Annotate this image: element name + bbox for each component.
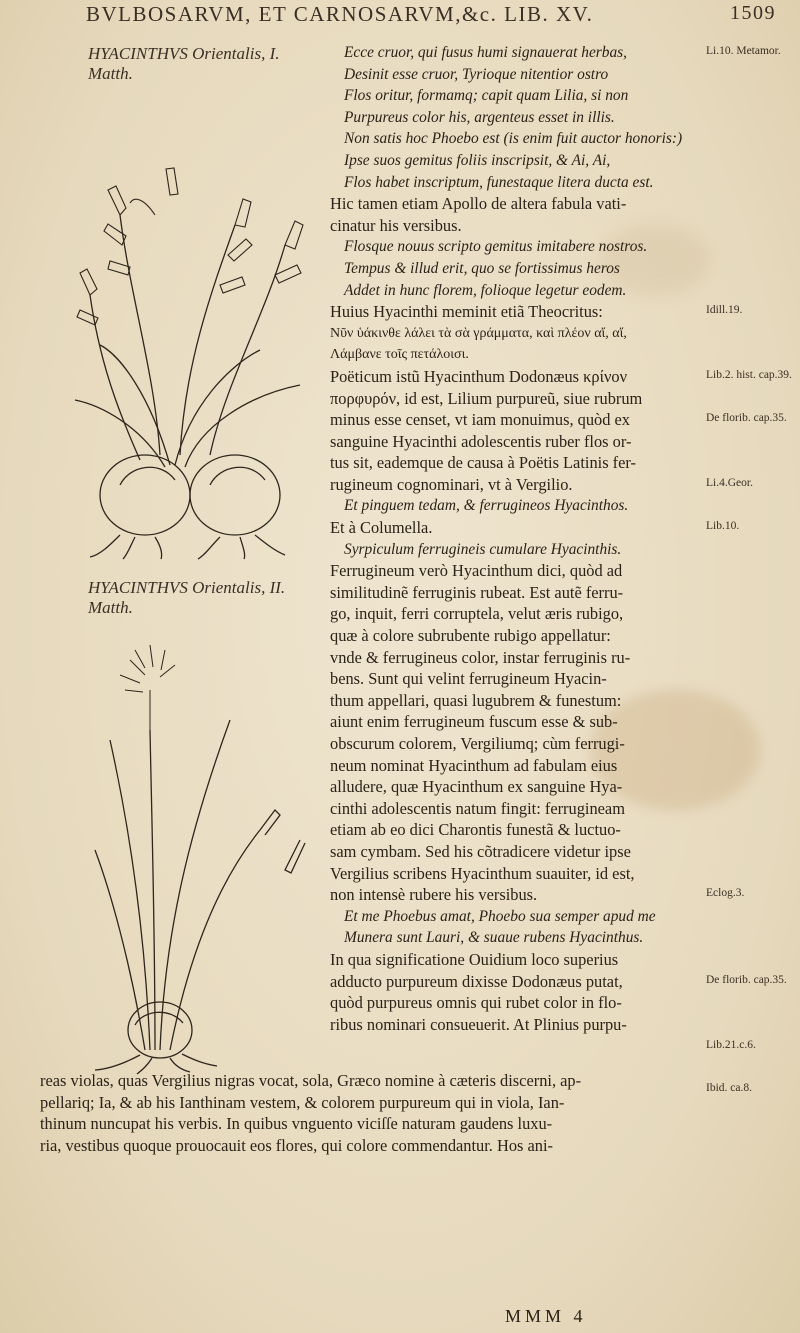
text-line: thum appellari, quasi lugubrem & funestum: — [330, 690, 622, 710]
text-line: aiunt enim ferrugineum fuscum esse & sub- — [330, 712, 618, 732]
full-width-text — [40, 1070, 700, 1156]
page-number: 1509 — [730, 2, 776, 24]
text-line: Flos habet inscriptum, funestaque litera ducta est. — [344, 173, 654, 191]
text-line: adducto purpureum dixisse Dodonæus putat, — [330, 971, 623, 991]
text-line: In qua significatione Ouidium loco superius — [330, 949, 619, 969]
text-line: Et me Phoebus amat, Phoebo sua semper apud me — [344, 907, 656, 925]
text-line: πορφυρόν, id est, Lilium purpureũ, siue rubrum — [330, 388, 643, 408]
text-line: Vergilius scribens Hyacinthum suauiter, id est, — [330, 863, 635, 883]
text-line: reas violas, quas Vergilius nigras vocat, sola, Græco nomine à cæteris discerni, ap- — [40, 1071, 582, 1090]
margin-note: De florib. cap.35. — [706, 412, 787, 425]
text-line: Poëticum istũ Hyacinthum Dodonæus κρίνον — [330, 366, 628, 386]
text-line: obscurum colorem, Vergiliumq; cùm ferrugi- — [330, 734, 625, 753]
text-line: Huius Hyacinthi meminit etiã Theocritus: — [330, 302, 603, 322]
text-line: Non satis hoc Phoebo est (is enim fuit auctor honoris:) — [344, 130, 683, 148]
text-line: Ipse suos gemitus foliis inscripsit, & Ai, Ai, — [344, 151, 611, 169]
text-line: Tempus & illud erit, quo se fortissimus heros — [344, 259, 620, 277]
text-line: sam cymbam. Sed his cõtradicere videtur ipse — [330, 841, 631, 861]
text-line: similitudinẽ ferruginis rubeat. Est autẽ ferru- — [330, 582, 624, 602]
text-line: tus sit, eademque de causa à Poëtis Latinis fer- — [330, 453, 636, 473]
running-head-title: BVLBOSARVM, ET CARNOSARVM,&c. LIB. XV. — [86, 2, 594, 26]
margin-note: Lib.21.c.6. — [706, 1038, 756, 1051]
margin-note: Lib.10. — [706, 520, 740, 533]
text-line: Et à Columella. — [330, 518, 433, 538]
text-line: Munera sunt Lauri, & suaue rubens Hyacinthus. — [344, 929, 644, 947]
text-line: etiam ab eo dici Charontis funestã & luctuo- — [330, 820, 621, 840]
text-line: alludere, quæ Hyacinthum ex sanguine Hya- — [330, 777, 623, 797]
text-line: go, inquit, ferri corruptela, velut æris rubigo, — [330, 604, 624, 624]
text-line: cinatur his versibus. — [330, 215, 462, 235]
text-line: non intensè rubere his versibus. — [330, 885, 538, 905]
text-line: Νῦν ὑάκινθε λάλει τὰ σὰ γράμματα, καὶ πλέον αἴ, αἴ, — [330, 325, 627, 341]
text-line: sanguine Hyacinthi adolescentis ruber flos or- — [330, 431, 632, 451]
text-line: Et pinguem tedam, & ferrugineos Hyacinthos. — [344, 497, 629, 515]
margin-note: Idill.19. — [706, 304, 743, 317]
hyacinth-illustration-1 — [60, 95, 330, 560]
signature-mark: MMM 4 — [505, 1306, 587, 1326]
text-line: ria, vestibus quoque prouocauit eos flores, qui colore commendantur. Hos ani- — [40, 1135, 553, 1155]
text-line: thinum nuncupat his verbis. In quibus vnguento viciſſe naturam gaudens luxu- — [40, 1114, 553, 1134]
text-line: ribus nominari consueuerit. At Plinius purpu- — [330, 1014, 627, 1034]
hyacinth-illustration-2 — [90, 630, 320, 1075]
text-line: Hic tamen etiam Apollo de altera fabula vati- — [330, 194, 627, 214]
text-line: quòd purpureus omnis qui rubet color in flo- — [330, 993, 622, 1013]
text-line: Purpureus color his, argenteus esset in illis. — [344, 108, 615, 126]
text-line: rugineum cognominari, vt à Vergilio. — [330, 474, 573, 494]
text-line: Desinit esse cruor, Tyrioque nitentior ostro — [344, 65, 609, 83]
figure-caption-1: HYACINTHVS Orientalis, I. Matth. — [88, 44, 280, 83]
text-line: Flosque nouus scripto gemitus imitabere nostros. — [344, 238, 648, 256]
text-line: quæ à colore subrubente rubigo appellatur: — [330, 626, 611, 646]
margin-note: De florib. cap.35. — [706, 973, 787, 986]
text-line: Ferrugineum verò Hyacinthum dici, quòd ad — [330, 561, 623, 581]
text-line: Flos oritur, formamq; capit quam Lilia, si non — [344, 87, 629, 105]
text-line: vnde & ferrugineus color, instar ferruginis ru- — [330, 647, 631, 667]
margin-note: Eclog.3. — [706, 887, 745, 900]
text-line: pellariq; Ia, & ab his Ianthinam vestem, & colorem purpureum qui in viola, Ian- — [40, 1092, 565, 1112]
running-head — [86, 2, 776, 27]
text-line: Λάμβανε τοῖς πετάλοισι. — [330, 347, 469, 363]
text-line: Syrpiculum ferrugineis cumulare Hyacinthis. — [344, 540, 622, 558]
margin-note: Li.10. Metamor. — [706, 45, 781, 57]
margin-note: Li.4.Geor. — [706, 477, 753, 489]
text-line: cinthi adolescentis natum fingit: ferrugineam — [330, 798, 625, 818]
text-line: bens. Sunt qui velint ferrugineum Hyacin- — [330, 669, 607, 689]
text-line: neum nominat Hyacinthum ad fabulam eius — [330, 755, 618, 775]
figure-caption-2: HYACINTHVS Orientalis, II. Matth. — [88, 578, 286, 617]
main-text-column — [330, 42, 700, 1035]
margin-note: Lib.2. hist. cap.39. — [706, 369, 792, 381]
text-line: minus esse censet, vt iam monuimus, quòd ex — [330, 410, 631, 430]
text-line: Addet in hunc florem, folioque legetur eodem. — [344, 281, 627, 299]
margin-note: Ibid. ca.8. — [706, 1081, 752, 1094]
text-line: Ecce cruor, qui fusus humi signauerat herbas, — [344, 44, 627, 61]
